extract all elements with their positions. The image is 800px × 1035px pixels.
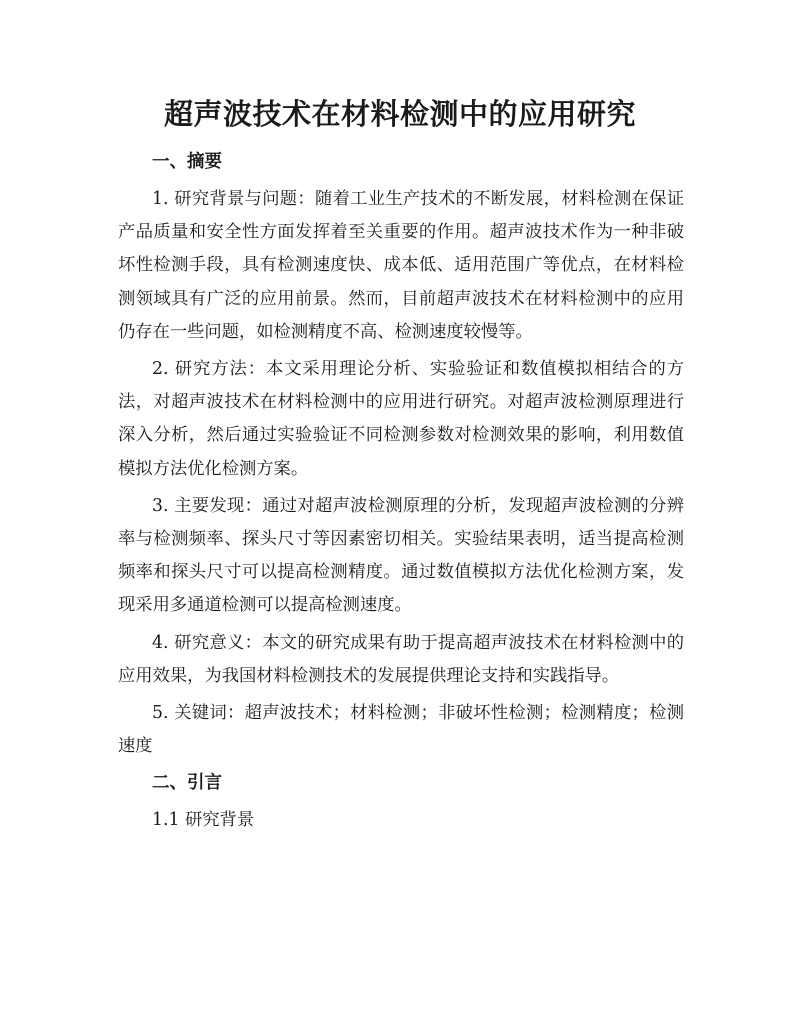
subsection-heading-background: 1.1 研究背景 (152, 810, 255, 831)
document-title: 超声波技术在材料检测中的应用研究 (163, 97, 636, 131)
abstract-paragraph-background: 1. 研究背景与问题：随着工业生产技术的不断发展，材料检测在保证产品质量和安全性方面发挥着至关重要的作用。超声波技术作为一种非破坏性检测手段，具有检测速度快、成本低、适用范围广等优点，在材料检测领域具有广泛的应用前景。然而，目前超声波技术在材料检测中的应用仍存在一些问题，如检测精度不高、检测速度较慢等。 (118, 189, 684, 342)
abstract-paragraph-methods: 2. 研究方法：本文采用理论分析、实验验证和数值模拟相结合的方法，对超声波技术在材料检测中的应用进行研究。对超声波检测原理进行深入分析，然后通过实验验证不同检测参数对检测效果的影响，利用数值模拟方法优化检测方案。 (118, 359, 684, 479)
abstract-paragraph-findings: 3. 主要发现：通过对超声波检测原理的分析，发现超声波检测的分辨率与检测频率、探头尺寸等因素密切相关。实验结果表明，适当提高检测频率和探头尺寸可以提高检测精度。通过数值模拟方法优化检测方案，发现采用多通道检测可以提高检测速度。 (118, 495, 684, 616)
section-heading-abstract: 一、摘要 (152, 152, 222, 172)
abstract-paragraph-keywords: 5. 关键词：超声波技术；材料检测；非破坏性检测；检测精度；检测速度 (118, 703, 684, 757)
document-body (118, 146, 684, 838)
section-heading-introduction: 二、引言 (152, 773, 222, 794)
abstract-paragraph-significance: 4. 研究意义：本文的研究成果有助于提高超声波技术在材料检测中的应用效果，为我国材料检测技术的发展提供理论支持和实践指导。 (118, 632, 684, 686)
